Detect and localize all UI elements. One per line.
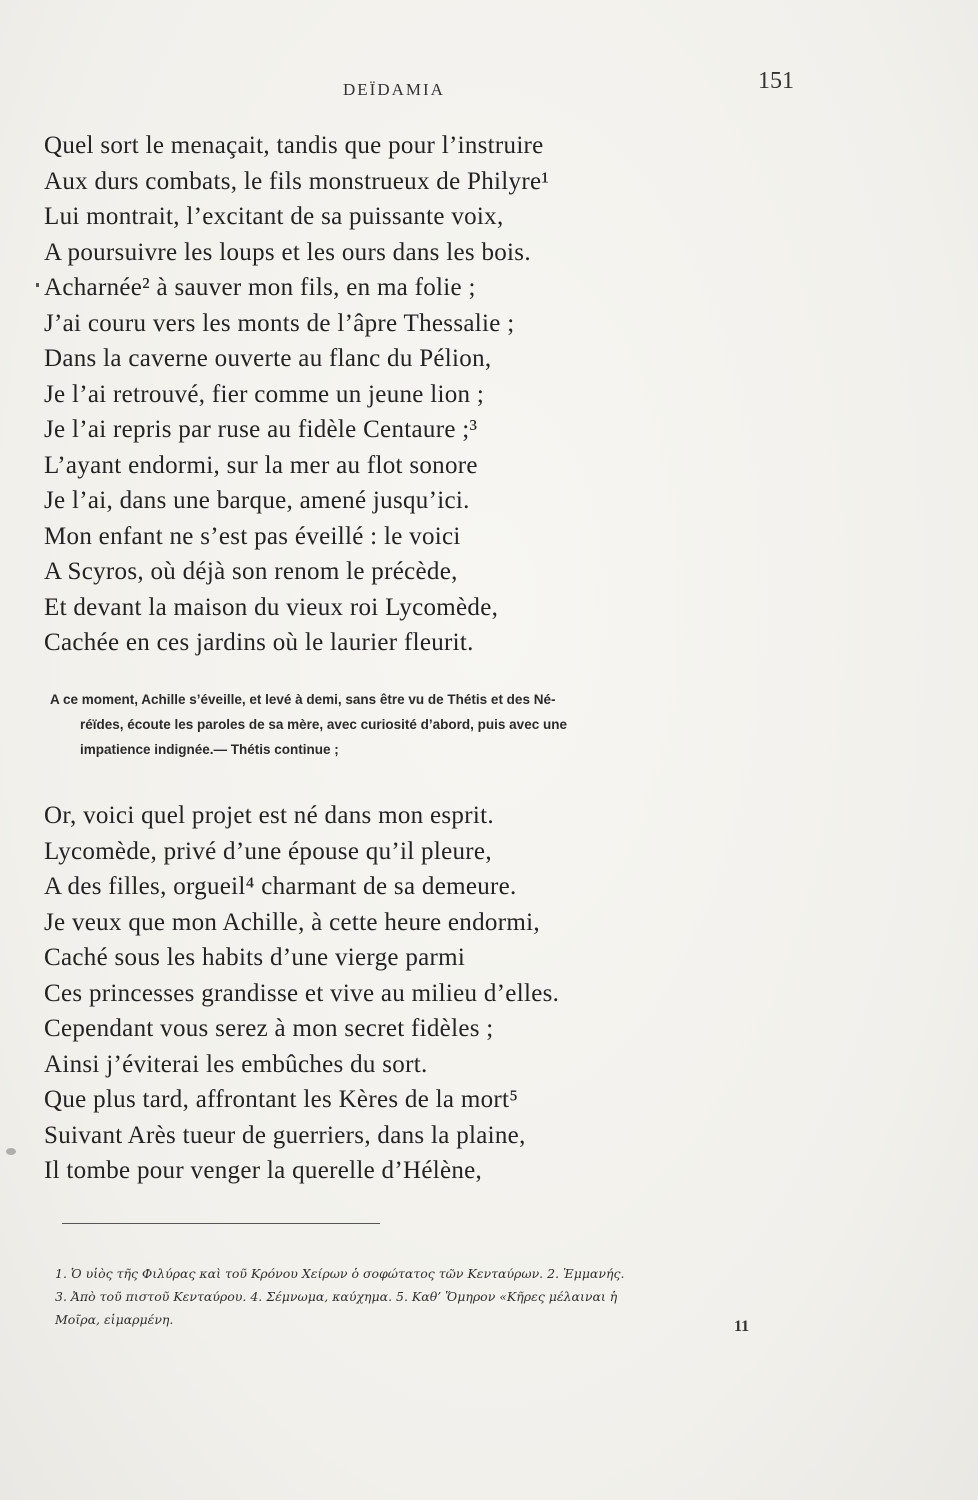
verse-line: Quel sort le menaçait, tandis que pour l’instruire [44,132,544,159]
page-number: 151 [758,68,794,94]
verse-line: Dans la caverne ouverte au flanc du Pélion, [44,345,492,372]
verse-line: Mon enfant ne s’est pas éveillé : le voici [44,522,461,550]
stage-direction-line: impatience indignée.— Thétis continue ; [80,742,339,757]
verse-line: Suivant Arès tueur de guerriers, dans la plaine, [44,1121,526,1149]
verse-block-bottom [44,798,559,1189]
verse-line: Cependant vous serez à mon secret fidèles ; [44,1015,494,1042]
footnotes [55,1262,835,1331]
verse-line: Ainsi j’éviterai les embûches du sort. [44,1050,428,1078]
verse-line: Caché sous les habits d’une vierge parmi [44,944,466,971]
footnote-line: 3. Ἀπὸ τοῦ πιστοῦ Κενταύρου. 4. Σέμνωμα, καύχημα. 5. Καθ’ Ὅμηρον «Κῆρες μέλαιναι ἡ [55,1289,618,1304]
verse-line: Acharnée² à sauver mon fils, en ma folie ; [44,274,476,301]
verse-line: Lui montrait, l’excitant de sa puissante voix, [44,203,504,230]
footnote-line: Μοῖρα, εἱμαρμένη. [55,1312,174,1327]
verse-line: Je l’ai repris par ruse au fidèle Centaure ;³ [44,416,478,443]
verse-line: A Scyros, où déjà son renom le précède, [44,558,458,585]
verse-line: A des filles, orgueil⁴ charmant de sa demeure. [44,873,517,900]
verse-line: Aux durs combats, le fils monstrueux de Philyre¹ [44,167,550,195]
verse-line: Et devant la maison du vieux roi Lycomède, [44,593,499,621]
verse-line: Je l’ai, dans une barque, amené jusqu’ici. [44,487,470,514]
verse-line: Lycomède, privé d’une épouse qu’il pleure, [44,837,492,865]
verse-line: A poursuivre les loups et les ours dans les bois. [44,238,531,266]
stage-direction [50,687,810,762]
verse-line: Or, voici quel projet est né dans mon esprit. [44,802,494,829]
verse-line: J’ai couru vers les monts de l’âpre Thessalie ; [44,309,515,337]
stray-ink-mark [36,283,39,287]
stray-ink-blot [6,1148,16,1155]
verse-line: Je l’ai retrouvé, fier comme un jeune lion ; [44,380,485,408]
verse-line: L’ayant endormi, sur la mer au flot sonore [44,451,478,479]
verse-line: Il tombe pour venger la querelle d’Hélène, [44,1157,483,1184]
footnote-line: 1. Ὁ υἱὸς τῆς Φιλύρας καὶ τοῦ Κρόνου Χείρων ὁ σοφώτατος τῶν Κενταύρων. 2. Ἐμμανής. [55,1266,625,1281]
signature-mark: 11 [734,1318,750,1335]
verse-line: Ces princesses grandisse et vive au milieu d’elles. [44,979,560,1007]
running-title: DEÏDAMIA [343,80,445,99]
footnote-rule [62,1223,380,1224]
verse-line: Je veux que mon Achille, à cette heure endormi, [44,908,540,936]
stage-direction-line: A ce moment, Achille s’éveille, et levé à demi, sans être vu de Thétis et des Né- [50,692,556,707]
stage-direction-line: réïdes, écoute les paroles de sa mère, avec curiosité d’abord, puis avec une [80,717,567,732]
verse-block-top [44,128,549,661]
verse-line: Cachée en ces jardins où le laurier fleurit. [44,629,474,656]
verse-line: Que plus tard, affrontant les Kères de la mort⁵ [44,1086,519,1113]
